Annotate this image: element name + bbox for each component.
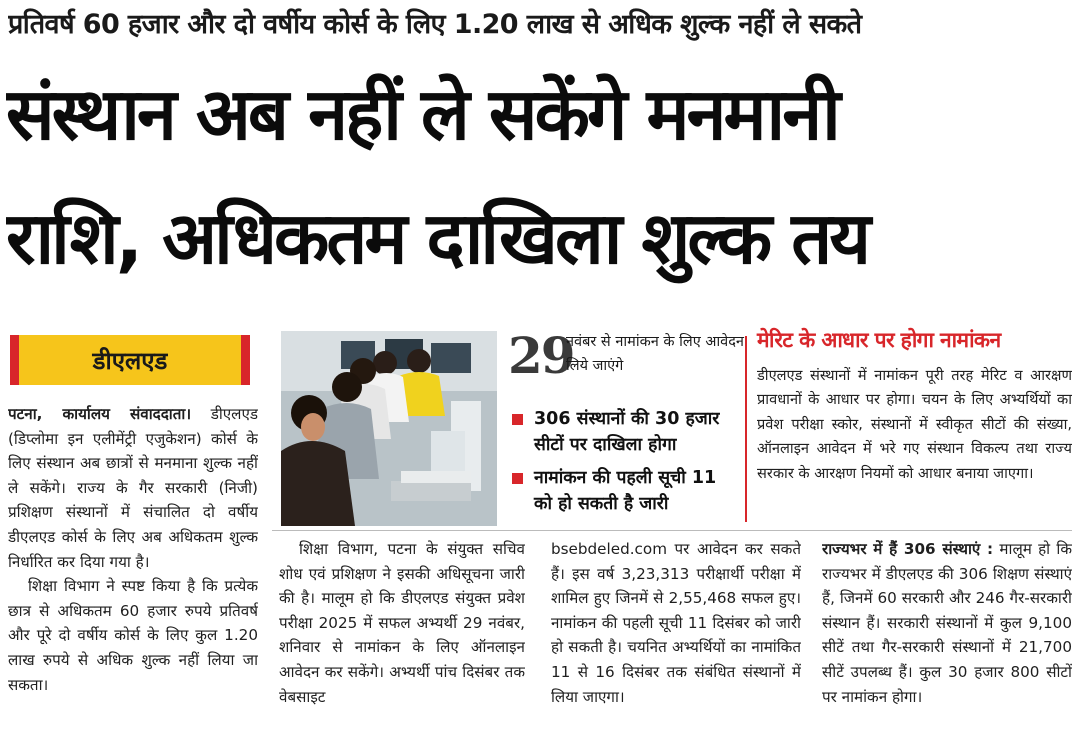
- article-column-4: [822, 537, 1072, 747]
- pointer-bullet-1-text: 306 संस्थानों की 30 हजार सीटों पर दाखिला होगा: [534, 409, 720, 455]
- pointer-bullet-1: [512, 406, 740, 458]
- date-pointer: [508, 326, 744, 388]
- section-rule: [272, 530, 1072, 531]
- date-number: 29: [508, 326, 574, 385]
- col1-para1: डीएलएड (डिप्लोमा इन एलीमेंट्री एजुकेशन) कोर्स के लिए संस्थान अब छात्रों से मनमाना शुल्क नहीं ले सकेंगे। राज्य के गैर सरकारी (निजी) प्रशिक्षण संस्थानों में संचालित दो वर्षीय डीएलएड कोर्स के लिए अब अधिकतम शुल्क निर्धारित कर दिया गया है।: [8, 405, 258, 571]
- merit-heading: मेरिट के आधार पर होगा नामांकन: [757, 328, 1001, 352]
- kicker-headline: प्रतिवर्ष 60 हजार और दो वर्षीय कोर्स के लिए 1.20 लाख से अधिक शुल्क नहीं ले सकते: [8, 9, 862, 40]
- photo-illustration: [281, 331, 497, 526]
- sidebar-divider: [745, 336, 747, 522]
- article-column-2: [279, 537, 525, 747]
- bullet-square-icon: [512, 473, 523, 484]
- col4-subhead: राज्यभर में हैं 306 संस्थाएं :: [822, 540, 994, 558]
- col2-para1: शिक्षा विभाग, पटना के संयुक्त सचिव शोध एवं प्रशिक्षण ने इसकी अधिसूचना जारी की है। मालूम हो कि डीएलएड संयुक्त प्रवेश परीक्षा 2025 में सफल अभ्यर्थी 29 नवंबर, शनिवार से नामांकन के लिए ऑनलाइन आवेदन कर सकेंगे। अभ्यर्थी पांच दिसंबर तक वेबसाइट: [279, 540, 525, 706]
- pointer-bullet-2-text: नामांकन की पहली सूची 11 को हो सकती है जारी: [534, 468, 717, 514]
- bullet-square-icon: [512, 414, 523, 425]
- merit-body: डीएलएड संस्थानों में नामांकन पूरी तरह मेरिट व आरक्षण प्रावधानों के आधार पर होगा। चयन के लिए अभ्यर्थियों का प्रवेश परीक्षा स्कोर, संस्थानों में स्वीकृत सीटों की संख्या, ऑनलाइन आवेदन में भरे गए संस्थान विकल्प तथा राज्य सरकार के आरक्षण नियमों को आधार बनाया जाएगा।: [757, 367, 1072, 482]
- date-pointer-text: नवंबर से नामांकन के लिए आवेदन लिये जाएंगे: [566, 334, 744, 374]
- article-column-3: [551, 537, 801, 747]
- article-column-1: [8, 402, 258, 747]
- main-headline-line-1: संस्थान अब नहीं ले सकेंगे मनमानी: [6, 72, 838, 156]
- main-headline-line-2: राशि, अधिकतम दाखिला शुल्क तय: [6, 196, 869, 280]
- col4-para1: मालूम हो कि राज्यभर में डीएलएड की 306 शिक्षण संस्थाएं हैं, जिनमें 60 सरकारी और 246 गैर-सरकारी संस्थान हैं। सरकारी संस्थानों में कुल 9,100 सीटें तथा गैर-सरकारी संस्थानों में 21,700 सीटें उपलब्ध हैं। कुल 30 हजार 800 सीटों पर नामांकन होगा।: [822, 540, 1072, 706]
- students-computer-lab-photo: [281, 331, 497, 526]
- dateline: पटना, कार्यालय संवाददाता।: [8, 405, 192, 423]
- pointer-bullet-2: [512, 465, 740, 517]
- topic-label-text: डीएलएड: [92, 346, 168, 375]
- col1-para2: शिक्षा विभाग ने स्पष्ट किया है कि प्रत्येक छात्र से अधिकतम 60 हजार रुपये प्रतिवर्ष और पूरे दो वर्षीय कोर्स के लिए कुल 1.20 लाख रुपये से अधिक शुल्क नहीं लिया जा सकता।: [8, 577, 258, 694]
- col3-para1: bsebdeled.com पर आवेदन कर सकते हैं। इस वर्ष 3,23,313 परीक्षार्थी परीक्षा में शामिल हुए जिनमें से 2,55,468 सफल हुए। नामांकन की पहली सूची 11 दिसंबर को जारी हो सकती है। चयनित अभ्यर्थियों का नामांकित 11 से 16 दिसंबर तक संबंधित संस्थानों में लिया जाएगा।: [551, 540, 801, 706]
- topic-label: [10, 335, 250, 385]
